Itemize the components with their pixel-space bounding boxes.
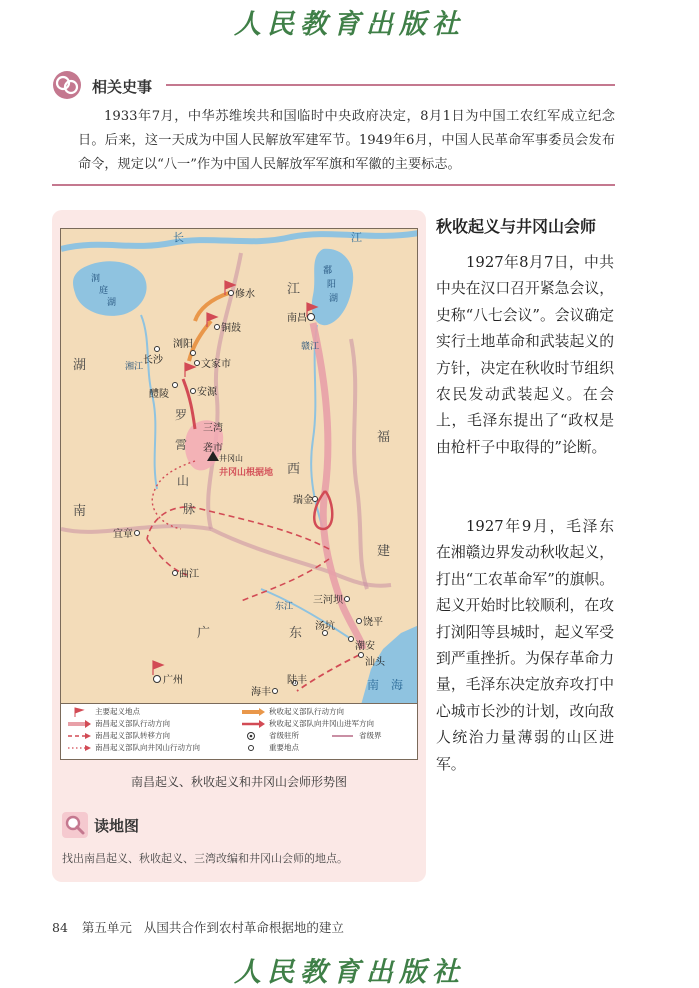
map-label-changjiang-1: 长 xyxy=(173,231,184,244)
unit-title: 从国共合作到农村革命根据地的建立 xyxy=(143,920,344,935)
map-label-fu: 福 xyxy=(377,430,391,445)
place-changsha: 长沙 xyxy=(143,355,163,366)
place-nanchang: 南昌 xyxy=(287,313,307,324)
place-qujiang: 曲江 xyxy=(179,569,199,580)
history-divider xyxy=(52,184,615,186)
place-chaoan: 潮安 xyxy=(355,641,375,652)
place-raoping: 饶平 xyxy=(363,617,383,628)
map-label-xi: 西 xyxy=(287,462,301,477)
map-label-dongting-3: 湖 xyxy=(107,298,117,308)
place-haifeng: 海丰 xyxy=(251,687,271,698)
map-label-guang: 广 xyxy=(197,626,211,641)
place-jinggangshan: 井冈山 xyxy=(219,454,243,463)
historical-map xyxy=(60,228,418,704)
map-label-nanhai-1: 南 xyxy=(367,678,380,692)
map-label-nan: 南 xyxy=(73,504,87,519)
history-title: 相关史事 xyxy=(92,78,153,96)
place-guangzhou: 广州 xyxy=(163,675,183,686)
map-label-poyang-3: 湖 xyxy=(329,294,339,304)
place-maoping: 砻市 xyxy=(203,443,223,454)
map-label-nanhai-2: 海 xyxy=(391,678,404,692)
paragraph-2: 1927年9月，毛泽东在湘赣边界发动秋收起义，打出“工农革命军”的旗帜。起义开始时比较顺利，在攻打浏阳等县城时，起义军受到严重挫折。为保存革命力量，毛泽东决定放弃攻打中心城市长沙的计划，改向敌人统治力量薄弱的山区进军。 xyxy=(436,518,614,773)
publisher-logo-bottom: 人民教育出版社 xyxy=(234,957,465,988)
place-yizhang: 宜章 xyxy=(113,529,133,540)
map-label-dongting-1: 洞 xyxy=(91,274,101,284)
map-label-luoxiao-2: 霄 xyxy=(175,438,188,452)
place-sanwan: 三湾 xyxy=(203,423,223,434)
map-label-jian: 建 xyxy=(377,544,391,559)
place-liling: 醴陵 xyxy=(149,389,169,400)
map-label-ganjiang: 赣江 xyxy=(301,342,320,352)
place-ruijin: 瑞金 xyxy=(293,495,313,506)
map-label-luoxiao-1: 罗 xyxy=(175,408,188,422)
unit-label: 第五单元 xyxy=(81,920,132,935)
read-map-title: 读地图 xyxy=(94,817,140,835)
publisher-logo-top: 人民教育出版社 xyxy=(234,9,465,40)
history-header xyxy=(52,70,615,102)
map-label-dongting-2: 庭 xyxy=(99,286,109,296)
map-legend: 主要起义地点 南昌起义部队行动方向 南昌起义部队转移方向 南昌起义部队向井冈山行动方向 秋收起义部队行动方向 秋收起义部队向井冈山进军方向 省级驻所 重要地点 省级界 xyxy=(60,704,418,760)
map-label-dongjiang: 东江 xyxy=(275,602,294,612)
map-caption: 南昌起义、秋收起义和井冈山会师形势图 xyxy=(130,775,347,789)
page-number: 84 xyxy=(52,920,68,935)
map-label-poyang-2: 阳 xyxy=(327,280,337,290)
place-shantou: 汕头 xyxy=(365,657,385,668)
map-label-xiangjiang: 湘江 xyxy=(125,362,144,372)
place-base: 井冈山根据地 xyxy=(219,468,274,478)
place-tonggu: 铜鼓 xyxy=(221,323,241,334)
map-label-luoxiao-3: 山 xyxy=(177,474,190,488)
read-map-text: 找出南昌起义、秋收起义、三湾改编和井冈山会师的地点。 xyxy=(62,852,348,865)
map-label-poyang-1: 鄱 xyxy=(323,266,333,276)
history-rule xyxy=(166,84,615,86)
place-wenjiashi: 文家市 xyxy=(201,359,231,370)
place-xiushui: 修水 xyxy=(235,289,255,300)
map-label-changjiang-2: 江 xyxy=(351,231,362,244)
place-sanheba: 三河坝 xyxy=(313,595,343,606)
history-text: 1933年7月，中华苏维埃共和国临时中央政府决定，8月1日为中国工农红军成立纪念日。后来，这一天成为中国人民解放军建军节。1949年6月，中国人民革命军事委员会发布命令，规定以“八一”作为中国人民解放军军旗和军徽的主要标志。 xyxy=(78,109,615,172)
map-label-luoxiao-4: 脉 xyxy=(183,502,196,516)
paragraph-1: 1927年8月7日，中共中央在汉口召开紧急会议，史称“八七会议”。会议确定实行土地革命和武装起义的方针，决定在秋收时节组织农民发动武装起义。在会上，毛泽东提出了“政权是由枪杆子中取得的”论断。 xyxy=(436,254,614,456)
section-title: 秋收起义与井冈山会师 xyxy=(436,217,597,236)
place-liuyang: 浏阳 xyxy=(173,339,193,350)
map-svg xyxy=(61,229,418,704)
place-anyuan: 安源 xyxy=(197,387,217,398)
map-label-jiang: 江 xyxy=(287,282,301,297)
history-logo-icon xyxy=(52,70,82,100)
place-tangkeng: 汤坑 xyxy=(315,621,335,632)
map-label-hu: 湖 xyxy=(73,358,87,373)
page-footer xyxy=(52,918,344,936)
map-label-dong: 东 xyxy=(289,626,303,641)
place-lufeng: 陆丰 xyxy=(287,675,307,686)
magnifier-icon xyxy=(62,812,88,838)
